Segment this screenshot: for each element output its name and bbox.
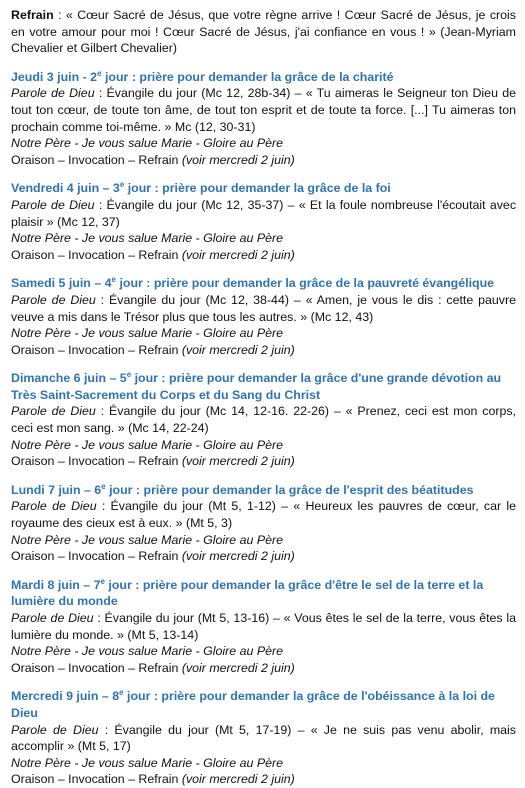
closing-reference: (voir mercredi 2 juin): [181, 549, 295, 564]
day-reading: [11, 610, 516, 643]
day-prayers: Notre Père - Je vous salue Marie - Gloire au Père: [11, 755, 284, 770]
closing-reference: (voir mercredi 2 juin): [181, 454, 295, 469]
closing-text: Oraison – Invocation – Refrain: [11, 342, 182, 357]
day-closing: [11, 660, 516, 677]
day-title-intention: jour : prière pour demander la grâce de la pauvreté évangélique: [116, 276, 495, 291]
day-reading: [11, 197, 516, 230]
novena-days: [11, 69, 516, 788]
day-prayers: Notre Père - Je vous salue Marie - Gloire au Père: [11, 437, 284, 452]
ordinal-suffix: e: [100, 576, 105, 586]
day-title-date: Jeudi 3 juin - 2: [11, 69, 98, 84]
word-of-god-separator: :: [94, 197, 107, 212]
closing-reference: (voir mercredi 2 juin): [181, 342, 295, 357]
day-title-date: Mardi 8 juin – 7: [11, 577, 101, 592]
day-reading: [11, 498, 516, 531]
word-of-god-separator: :: [95, 292, 109, 307]
word-of-god-label: Parole de Dieu: [11, 292, 96, 307]
closing-reference: (voir mercredi 2 juin): [181, 152, 295, 167]
refrain-separator: :: [53, 8, 66, 22]
day-title-date: Samedi 5 juin – 4: [11, 276, 112, 291]
ordinal-suffix: e: [119, 180, 125, 190]
word-of-god-separator: :: [96, 499, 111, 514]
day-title: [11, 688, 516, 721]
day-title: [11, 370, 516, 403]
gospel-reading: Évangile du jour (Mc 12, 35-37) – « Et la foule nombreuse l'écoutait avec plaisir » (Mc 12, 37): [11, 197, 517, 229]
closing-reference: (voir mercredi 2 juin): [181, 247, 295, 262]
word-of-god-separator: :: [93, 611, 105, 625]
ordinal-suffix: e: [111, 275, 116, 285]
day-closing: [11, 342, 516, 359]
day-section: [11, 482, 516, 565]
day-section: [11, 370, 516, 470]
day-closing: [11, 548, 516, 565]
day-title: [11, 69, 516, 86]
day-title-intention: jour : prière pour demander la grâce de la charité: [101, 69, 394, 84]
day-section: [11, 688, 516, 788]
closing-text: Oraison – Invocation – Refrain: [11, 772, 182, 787]
word-of-god-separator: :: [94, 86, 107, 101]
word-of-god-separator: :: [95, 404, 110, 419]
day-closing: [11, 453, 516, 470]
gospel-reading: Évangile du jour (Mt 5, 13-16) – « Vous êtes le sel de la terre, vous êtes la lumière du monde. » (Mt 5, 13-14): [11, 611, 517, 642]
refrain-paragraph: [11, 7, 516, 57]
word-of-god-label: Parole de Dieu: [11, 722, 99, 737]
gospel-reading: Évangile du jour (Mc 12, 38-44) – « Amen, je vous le dis : cette pauvre veuve a mis dans le Trésor plus que tous les autres. » (Mc 12, 43): [11, 292, 516, 324]
day-title-date: Mercredi 9 juin – 8: [11, 689, 120, 704]
day-section: [11, 180, 516, 263]
day-reading: [11, 292, 516, 325]
day-title-intention: jour : prière pour demander la grâce d'une grande dévotion au Très Saint-Sacrement du Corps et du Sang du Christ: [11, 371, 502, 402]
closing-text: Oraison – Invocation – Refrain: [11, 152, 182, 167]
word-of-god-separator: :: [98, 722, 115, 737]
day-title-date: Lundi 7 juin – 6: [11, 482, 102, 497]
gospel-reading: Évangile du jour (Mc 14, 12-16. 22-26) – « Prenez, ceci est mon corps, ceci est mon sang. » (Mc 14, 22-24): [11, 404, 517, 436]
day-reading: [11, 722, 516, 755]
day-prayers: Notre Père - Je vous salue Marie - Gloire au Père: [11, 231, 284, 246]
day-closing: [11, 152, 516, 169]
day-closing: [11, 771, 516, 788]
closing-text: Oraison – Invocation – Refrain: [11, 549, 182, 564]
day-section: [11, 69, 516, 169]
closing-text: Oraison – Invocation – Refrain: [11, 247, 182, 262]
day-title-intention: jour : prière pour demander la grâce de l'esprit des béatitudes: [105, 482, 474, 497]
word-of-god-label: Parole de Dieu: [11, 404, 96, 419]
closing-reference: (voir mercredi 2 juin): [181, 660, 295, 675]
day-title: [11, 577, 516, 610]
day-prayers: Notre Père - Je vous salue Marie - Gloire au Père: [11, 644, 284, 659]
day-title-date: Vendredi 4 juin – 3: [11, 181, 120, 196]
refrain-label: Refrain: [11, 8, 54, 22]
day-prayers: Notre Père - Je vous salue Marie - Gloire au Père: [11, 532, 284, 547]
day-reading: [11, 403, 516, 436]
day-title-intention: jour : prière pour demander la grâce de l'obéissance à la loi de Dieu: [11, 689, 495, 720]
word-of-god-label: Parole de Dieu: [11, 611, 94, 625]
day-reading: [11, 85, 516, 135]
gospel-reading: Évangile du jour (Mt 5, 17-19) – « Je ne suis pas venu abolir, mais accomplir » (Mt 5, 17): [11, 722, 517, 754]
word-of-god-label: Parole de Dieu: [11, 197, 95, 212]
day-section: [11, 577, 516, 677]
day-section: [11, 275, 516, 358]
day-title: [11, 275, 516, 292]
day-prayers: Notre Père - Je vous salue Marie - Gloire au Père: [11, 326, 284, 341]
ordinal-suffix: e: [119, 688, 124, 698]
closing-reference: (voir mercredi 2 juin): [181, 772, 295, 787]
closing-text: Oraison – Invocation – Refrain: [11, 660, 182, 675]
day-prayers: Notre Père - Je vous salue Marie - Gloire au Père: [11, 136, 284, 151]
day-title: [11, 482, 516, 499]
day-title: [11, 180, 516, 197]
ordinal-suffix: e: [126, 370, 132, 380]
closing-text: Oraison – Invocation – Refrain: [11, 454, 182, 469]
ordinal-suffix: e: [101, 481, 106, 491]
ordinal-suffix: e: [97, 68, 102, 78]
refrain-text: « Cœur Sacré de Jésus, que votre règne arrive ! Cœur Sacré de Jésus, je crois en votre amour pour moi ! Cœur Sacré de Jésus, j'ai confiance en vous ! » (Jean-Myriam Chevalier et Gilbert Chevalier): [11, 8, 516, 56]
day-title-intention: jour : prière pour demander la grâce de la foi: [124, 181, 391, 196]
day-title-date: Dimanche 6 juin – 5: [11, 371, 127, 386]
word-of-god-label: Parole de Dieu: [11, 86, 95, 101]
word-of-god-label: Parole de Dieu: [11, 499, 97, 514]
day-title-intention: jour : prière pour demander la grâce d'être le sel de la terre et la lumière du monde: [11, 577, 484, 609]
day-closing: [11, 247, 516, 264]
gospel-reading: Évangile du jour (Mc 12, 28b-34) – « Tu aimeras le Seigneur ton Dieu de tout ton cœur, de toute ton âme, de tout ton esprit et de toute ta force. [...] Tu aimeras ton prochain comme toi-même. » Mc (12, 30-31): [11, 86, 517, 134]
gospel-reading: Évangile du jour (Mt 5, 1-12) – « Heureux les pauvres de cœur, car le royaume des cieux est à eux. » (Mt 5, 3): [11, 499, 517, 531]
